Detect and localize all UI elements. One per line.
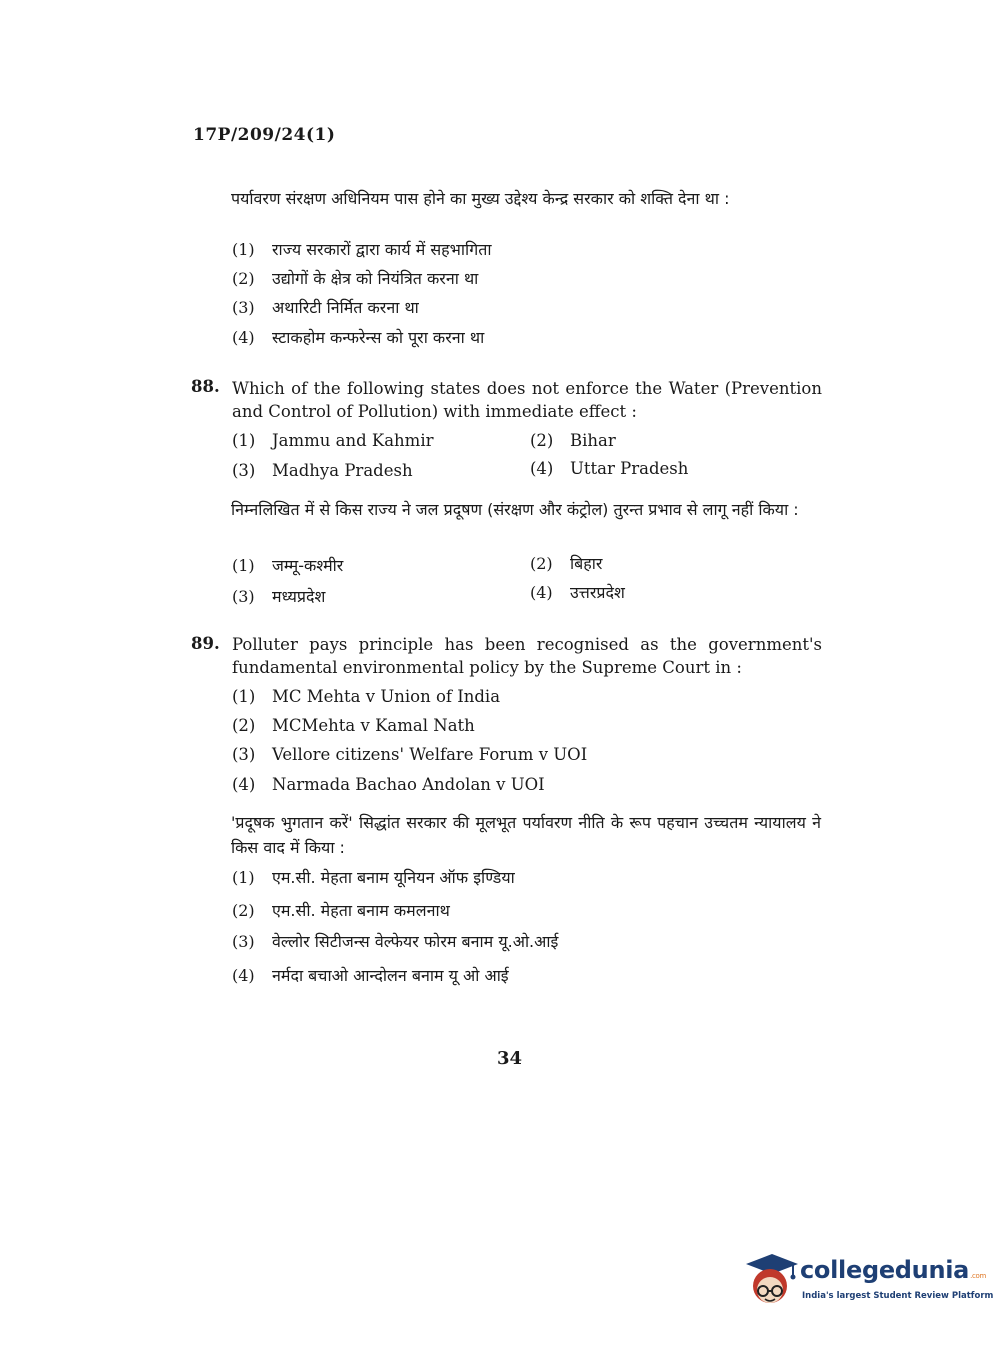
q88-text: Which of the following states does not enforce the Water (Prevention and Control of Pollution) with immediate effect : [232, 379, 822, 421]
q89-text: Polluter pays principle has been recognised as the government's fundamental environmental policy by the Supreme Court in : [232, 635, 822, 677]
q89-option-2: (2) MCMehta v Kamal Nath [232, 716, 475, 735]
q89-option-1: (1) MC Mehta v Union of India [232, 687, 501, 706]
q88-option-2: (2) Bihar [530, 431, 616, 450]
page-number: 34 [497, 1048, 523, 1069]
q87-hindi-text: पर्यावरण संरक्षण अधिनियम पास होने का मुख्य उद्देश्य केन्द्र सरकार को शक्ति देना था : [231, 189, 730, 208]
collegedunia-logo [742, 1250, 994, 1312]
q88-hindi-option-2: (2) बिहार [530, 554, 603, 573]
q89-option-3: (3) Vellore citizens' Welfare Forum v UOI [232, 745, 588, 764]
q88-option-3: (3) Madhya Pradesh [232, 461, 413, 480]
q87-hindi-option-1: (1) राज्य सरकारों द्वारा कार्य में सहभागिता [232, 240, 492, 259]
q87-hindi-option-2: (2) उद्योगों के क्षेत्र को नियंत्रित करना था [232, 269, 479, 288]
logo-wordmark: collegedunia.com [800, 1256, 987, 1284]
q88-option-4: (4) Uttar Pradesh [530, 459, 689, 478]
q89-hindi-option-3: (3) वेल्लोर सिटीजन्स वेल्फेयर फोरम बनाम यू.ओ.आई [232, 932, 559, 951]
q88-hindi-text: निम्नलिखित में से किस राज्य ने जल प्रदूषण (संरक्षण और कंट्रोल) तुरन्त प्रभाव से लागू नहीं किया : [231, 500, 799, 519]
q87-hindi-option-3: (3) अथारिटी निर्मित करना था [232, 298, 419, 317]
paper-code: 17P/209/24(1) [193, 125, 336, 145]
logo-tagline: India's largest Student Review Platform [802, 1291, 994, 1301]
q89-hindi-option-1: (1) एम.सी. मेहता बनाम यूनियन ऑफ इण्डिया [232, 868, 515, 887]
q88-hindi-option-4: (4) उत्तरप्रदेश [530, 583, 625, 602]
q89-hindi-option-2: (2) एम.सी. मेहता बनाम कमलनाथ [232, 901, 450, 920]
q88-hindi-option-3: (3) मध्यप्रदेश [232, 587, 326, 606]
q88-hindi-option-1: (1) जम्मू-कश्मीर [232, 556, 344, 575]
q89-hindi-text: 'प्रदूषक भुगतान करें' सिद्धांत सरकार की मूलभूत पर्यावरण नीति के रूप पहचान उच्चतम न्यायालय ने किस वाद में किया : [231, 813, 821, 857]
q89-number: 89. [191, 634, 220, 653]
mascot-icon [742, 1250, 800, 1312]
q88-number: 88. [191, 377, 220, 396]
q89-hindi-option-4: (4) नर्मदा बचाओ आन्दोलन बनाम यू ओ आई [232, 966, 509, 985]
q87-hindi-option-4: (4) स्टाकहोम कन्फरेन्स को पूरा करना था [232, 328, 485, 347]
q89-option-4: (4) Narmada Bachao Andolan v UOI [232, 775, 545, 794]
q88-option-1: (1) Jammu and Kahmir [232, 431, 434, 450]
